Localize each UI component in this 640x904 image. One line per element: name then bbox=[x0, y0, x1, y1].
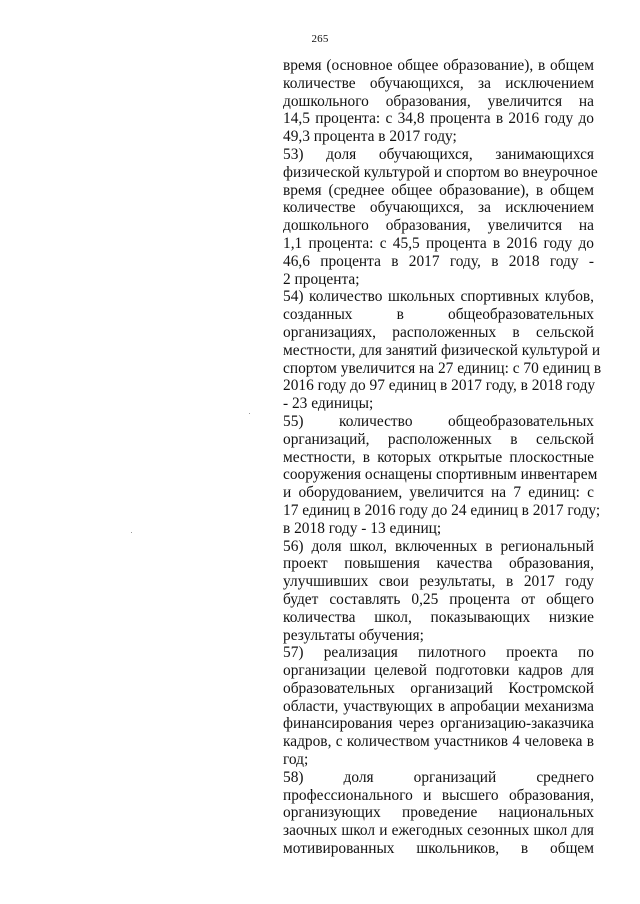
text-line: физической культурой и спортом во внеурочное bbox=[283, 163, 598, 181]
text-line: организующих проведение национальных bbox=[283, 804, 594, 822]
text-line: спортом увеличится на 27 единиц: с 70 единиц в bbox=[283, 359, 602, 377]
text-line: 53) доля обучающихся, занимающихся bbox=[283, 145, 594, 163]
text-line: местности, в которых открытые плоскостные bbox=[283, 448, 594, 466]
text-line: 55) количество общеобразовательных bbox=[283, 412, 594, 430]
text-line: время (основное общее образование), в общем bbox=[283, 57, 594, 74]
text-line: дошкольного образования, увеличится на bbox=[283, 92, 594, 110]
text-line: количестве обучающихся, за исключением bbox=[283, 74, 594, 92]
paragraph-p57 bbox=[283, 644, 594, 769]
text-line: 17 единиц в 2016 году до 24 единиц в 2017 году; bbox=[283, 501, 601, 519]
paragraph-p58 bbox=[283, 769, 594, 858]
text-line: - 23 единицы; bbox=[283, 395, 374, 413]
text-line: проект повышения качества образования, bbox=[283, 555, 594, 573]
paragraph-p54 bbox=[283, 288, 602, 413]
paragraph-p55 bbox=[283, 412, 601, 538]
text-line: сооружения оснащены спортивным инвентарем bbox=[283, 466, 598, 484]
text-line: заочных школ и ежегодных сезонных школ для bbox=[283, 822, 594, 840]
text-line: 46,6 процента в 2017 году, в 2018 году - bbox=[283, 252, 594, 270]
text-line: время (среднее общее образование), в общем bbox=[283, 181, 594, 199]
text-line: созданных в общеобразовательных bbox=[283, 306, 594, 324]
text-line: 54) количество школьных спортивных клубов, bbox=[283, 288, 594, 306]
text-line: области, участвующих в апробации механизма bbox=[283, 697, 594, 715]
text-line: будет составлять 0,25 процента от общего bbox=[283, 590, 594, 608]
text-line: 1,1 процента: с 45,5 процента в 2016 году до bbox=[283, 234, 594, 252]
text-line: финансирования через организацию-заказчика bbox=[283, 715, 594, 733]
text-line: образовательных организаций Костромской bbox=[283, 679, 594, 697]
text-line: год; bbox=[283, 751, 309, 769]
text-line: 2016 году до 97 единиц в 2017 году, в 2018 году bbox=[283, 377, 596, 395]
paragraph-p52-tail bbox=[283, 57, 594, 146]
paragraph-p53 bbox=[283, 145, 598, 288]
text-line: 57) реализация пилотного проекта по bbox=[283, 644, 594, 662]
text-line: количестве обучающихся, за исключением bbox=[283, 199, 594, 217]
text-line: 14,5 процента: с 34,8 процента в 2016 году до bbox=[283, 110, 594, 128]
text-line: 49,3 процента в 2017 году; bbox=[283, 128, 457, 146]
text-line: организаций, расположенных в сельской bbox=[283, 430, 594, 448]
text-line: улучшивших свои результаты, в 2017 году bbox=[283, 573, 594, 591]
text-column bbox=[283, 57, 602, 858]
text-line: дошкольного образования, увеличится на bbox=[283, 217, 594, 235]
text-line: местности, для занятий физической культурой и bbox=[283, 341, 601, 359]
text-line: количества школ, показывающих низкие bbox=[283, 608, 594, 626]
page-number: 265 bbox=[311, 33, 329, 45]
text-line: и оборудованием, увеличится на 7 единиц: с bbox=[283, 484, 594, 502]
text-line: 56) доля школ, включенных в региональный bbox=[283, 537, 594, 555]
text-line: организации целевой подготовки кадров для bbox=[283, 662, 594, 680]
paragraph-p56 bbox=[283, 538, 594, 645]
text-line: в 2018 году - 13 единиц; bbox=[283, 519, 442, 537]
text-line: кадров, с количеством участников 4 человека в bbox=[283, 733, 594, 751]
text-line: 58) доля организаций среднего bbox=[283, 768, 594, 786]
scan-speck bbox=[249, 413, 250, 414]
text-line: 2 процента; bbox=[283, 270, 360, 288]
text-line: организациях, расположенных в сельской bbox=[283, 323, 594, 341]
text-line: профессионального и высшего образования, bbox=[283, 786, 594, 804]
text-line: результаты обучения; bbox=[283, 626, 424, 644]
text-line: мотивированных школьников, в общем bbox=[283, 840, 594, 858]
scan-speck bbox=[131, 532, 132, 533]
